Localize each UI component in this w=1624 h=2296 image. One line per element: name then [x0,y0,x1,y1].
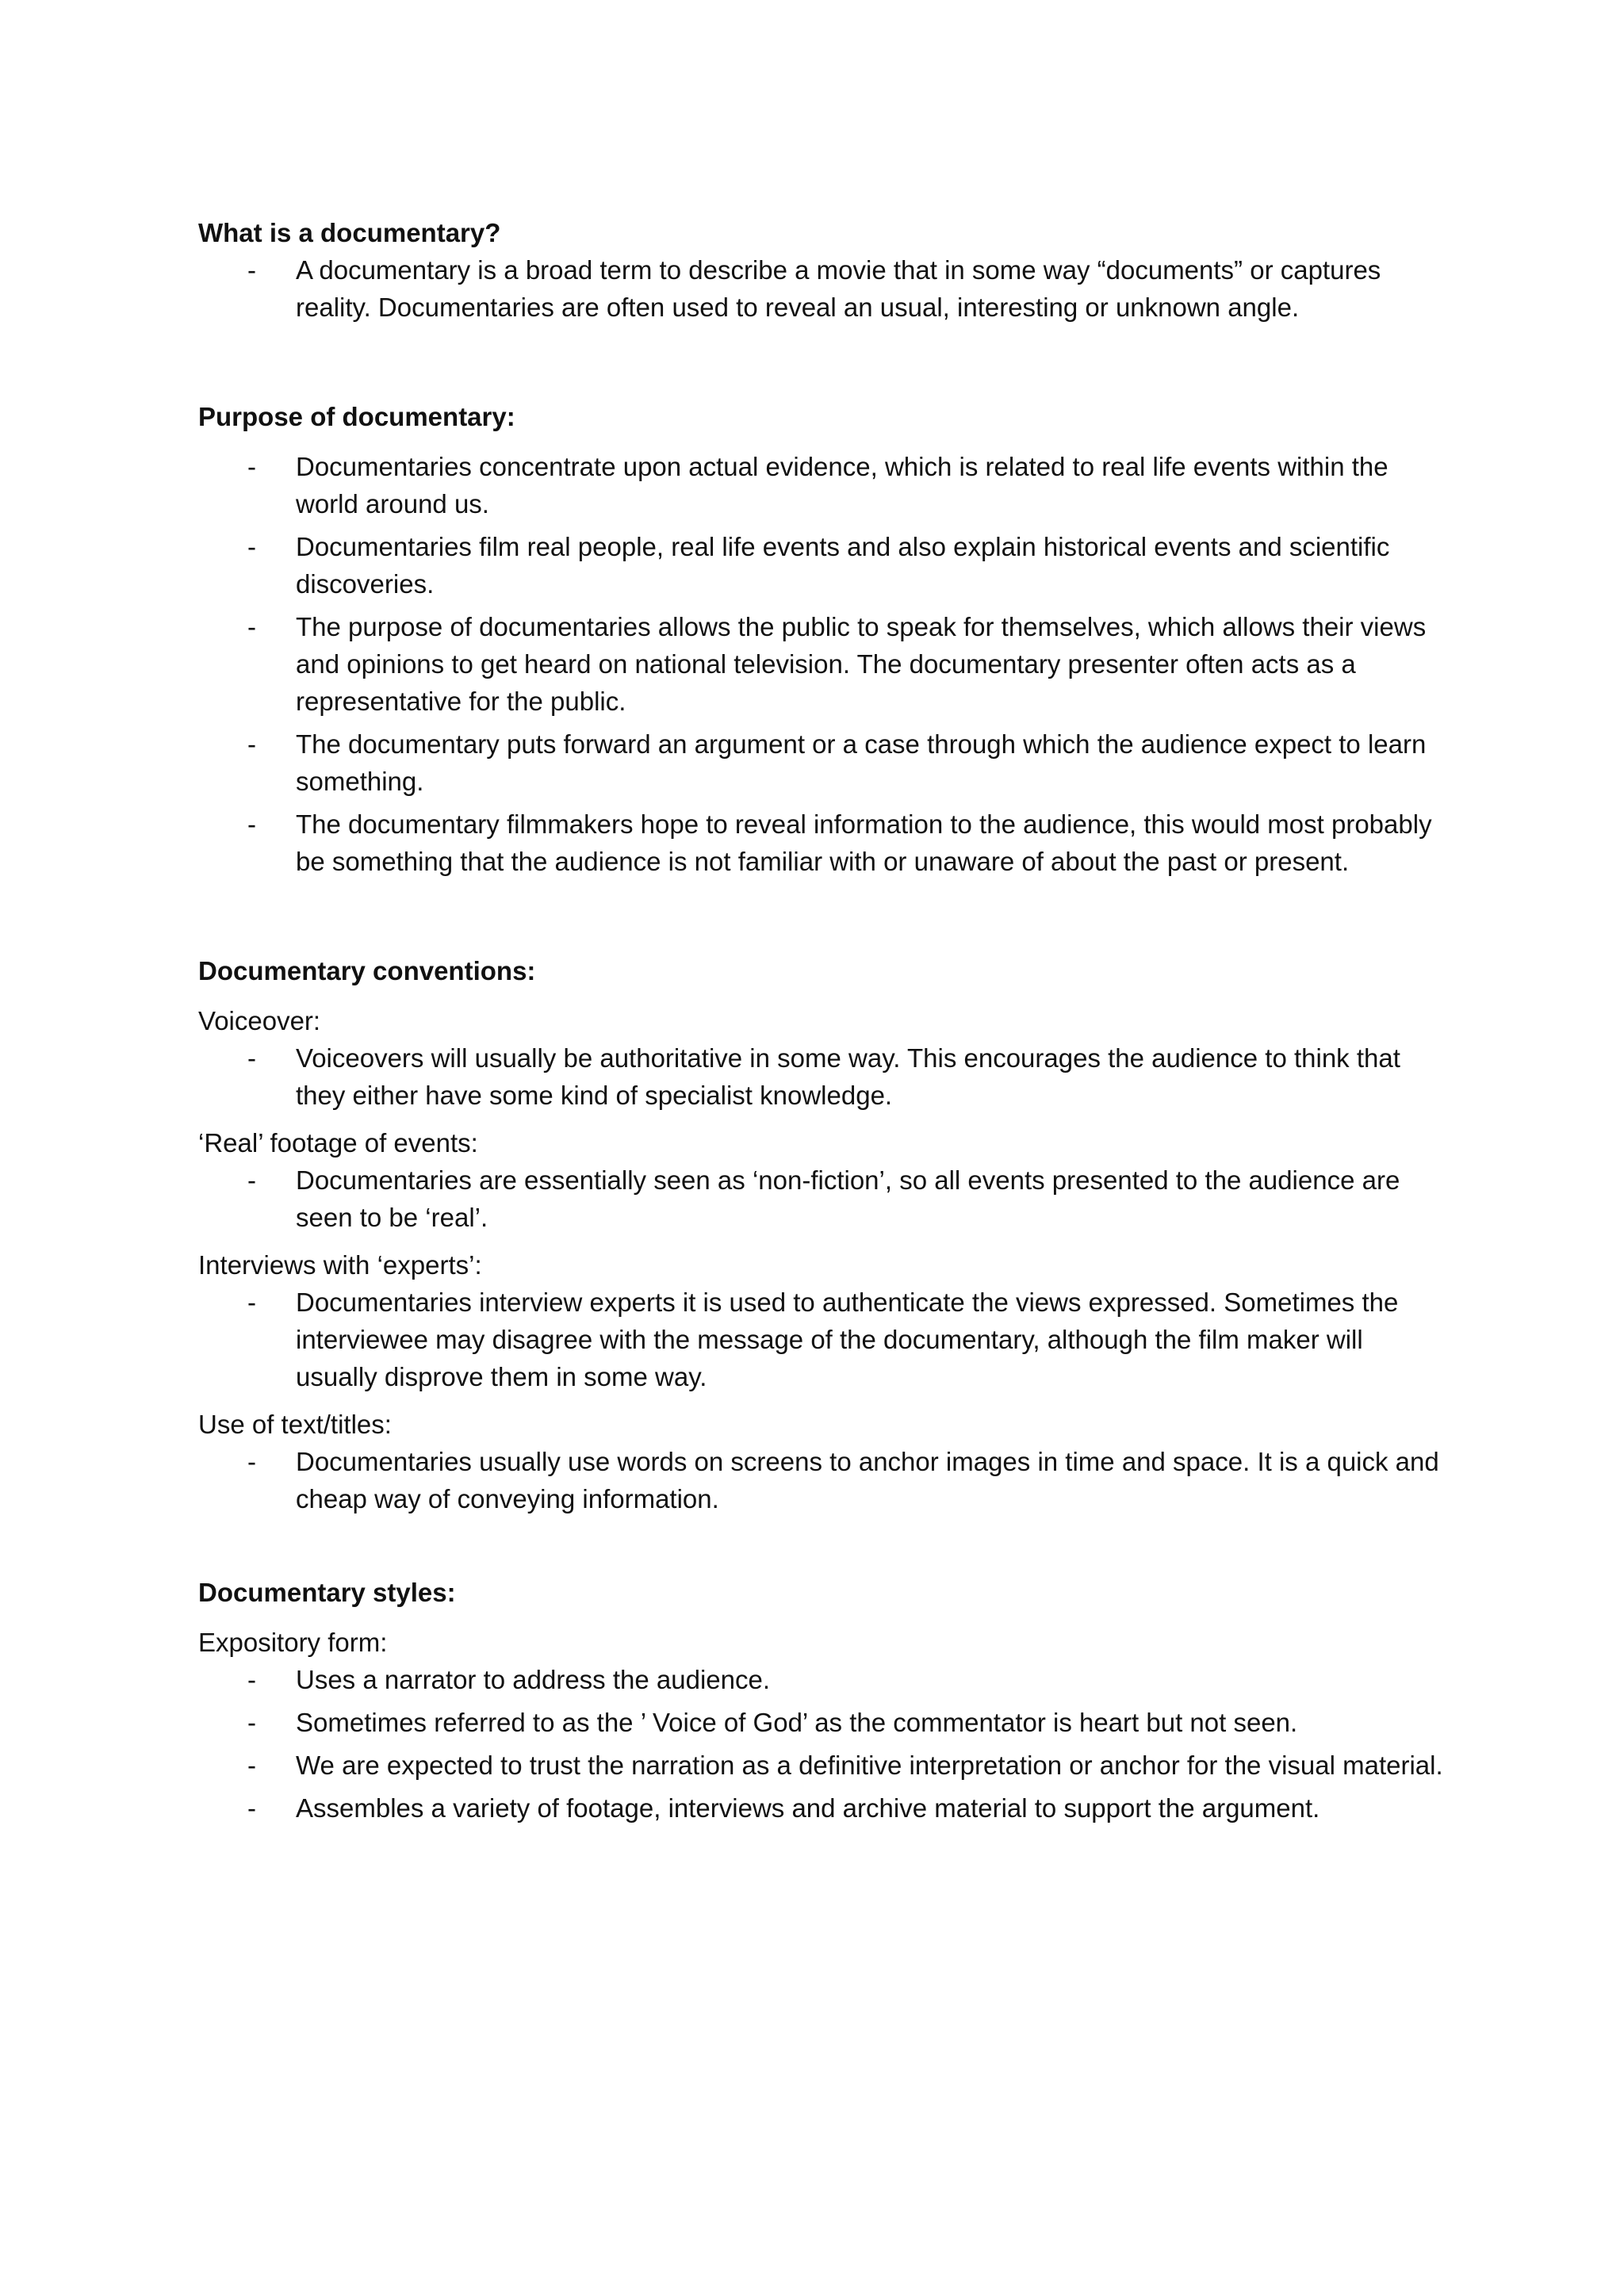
subhead-text-titles: Use of text/titles: [198,1410,392,1439]
dash-bullet: - [247,809,256,839]
dash-bullet: - [247,1665,256,1694]
real-footage-list [198,1161,1451,1236]
dash-bullet: - [247,1447,256,1476]
dash-bullet: - [247,255,256,285]
list-item: - Documentaries film real people, real life events and also explain historical events and scientific discoveries. [198,528,1451,603]
subhead-real-footage: ‘Real’ footage of events: [198,1128,478,1158]
document-page [198,214,1451,1832]
list-item: - Sometimes referred to as the ’ Voice of God’ as the commentator is heart but not seen. [198,1704,1451,1741]
interviews-list [198,1284,1451,1395]
subhead-interviews: Interviews with ‘experts’: [198,1250,482,1280]
list-item: - The documentary puts forward an argument or a case through which the audience expect to learn something. [198,725,1451,800]
section-heading-purpose: Purpose of documentary: [198,402,515,431]
expository-list [198,1661,1451,1827]
dash-bullet: - [247,1288,256,1317]
section-heading-styles: Documentary styles: [198,1578,456,1607]
list-item: - The purpose of documentaries allows the public to speak for themselves, which allows their views and opinions to get heard on national television. The documentary presenter often acts as a representative for the public. [198,608,1451,720]
list-item: - Documentaries usually use words on screens to anchor images in time and space. It is a quick and cheap way of conveying information. [198,1443,1451,1517]
voiceover-list [198,1039,1451,1114]
text-titles-list [198,1443,1451,1517]
list-item: - Assembles a variety of footage, interviews and archive material to support the argument. [198,1789,1451,1827]
what-list [198,251,1451,326]
list-item: - Documentaries are essentially seen as ‘non-fiction’, so all events presented to the audience are seen to be ‘real’. [198,1161,1451,1236]
section-heading-what: What is a documentary? [198,218,501,247]
list-item: - A documentary is a broad term to describe a movie that in some way “documents” or captures reality. Documentaries are often used to reveal an usual, interesting or unknown angle. [198,251,1451,326]
list-item: - Documentaries concentrate upon actual evidence, which is related to real life events within the world around us. [198,448,1451,522]
list-item: - We are expected to trust the narration as a definitive interpretation or anchor for the visual material. [198,1747,1451,1784]
dash-bullet: - [247,1793,256,1823]
dash-bullet: - [247,1751,256,1780]
dash-bullet: - [247,1165,256,1195]
list-item: - Voiceovers will usually be authoritative in some way. This encourages the audience to think that they either have some kind of specialist knowledge. [198,1039,1451,1114]
purpose-list [198,448,1451,880]
list-item: - Uses a narrator to address the audience. [198,1661,1451,1698]
dash-bullet: - [247,452,256,481]
section-heading-conventions: Documentary conventions: [198,956,536,985]
dash-bullet: - [247,729,256,759]
subhead-expository: Expository form: [198,1628,388,1657]
list-item: - Documentaries interview experts it is used to authenticate the views expressed. Sometimes the interviewee may disagree with the message of the documentary, although the film maker will usually disprove them in some way. [198,1284,1451,1395]
dash-bullet: - [247,612,256,641]
list-item: - The documentary filmmakers hope to reveal information to the audience, this would most probably be something that the audience is not familiar with or unaware of about the past or present. [198,806,1451,880]
dash-bullet: - [247,1708,256,1737]
dash-bullet: - [247,1043,256,1073]
subhead-voiceover: Voiceover: [198,1006,321,1035]
dash-bullet: - [247,532,256,561]
